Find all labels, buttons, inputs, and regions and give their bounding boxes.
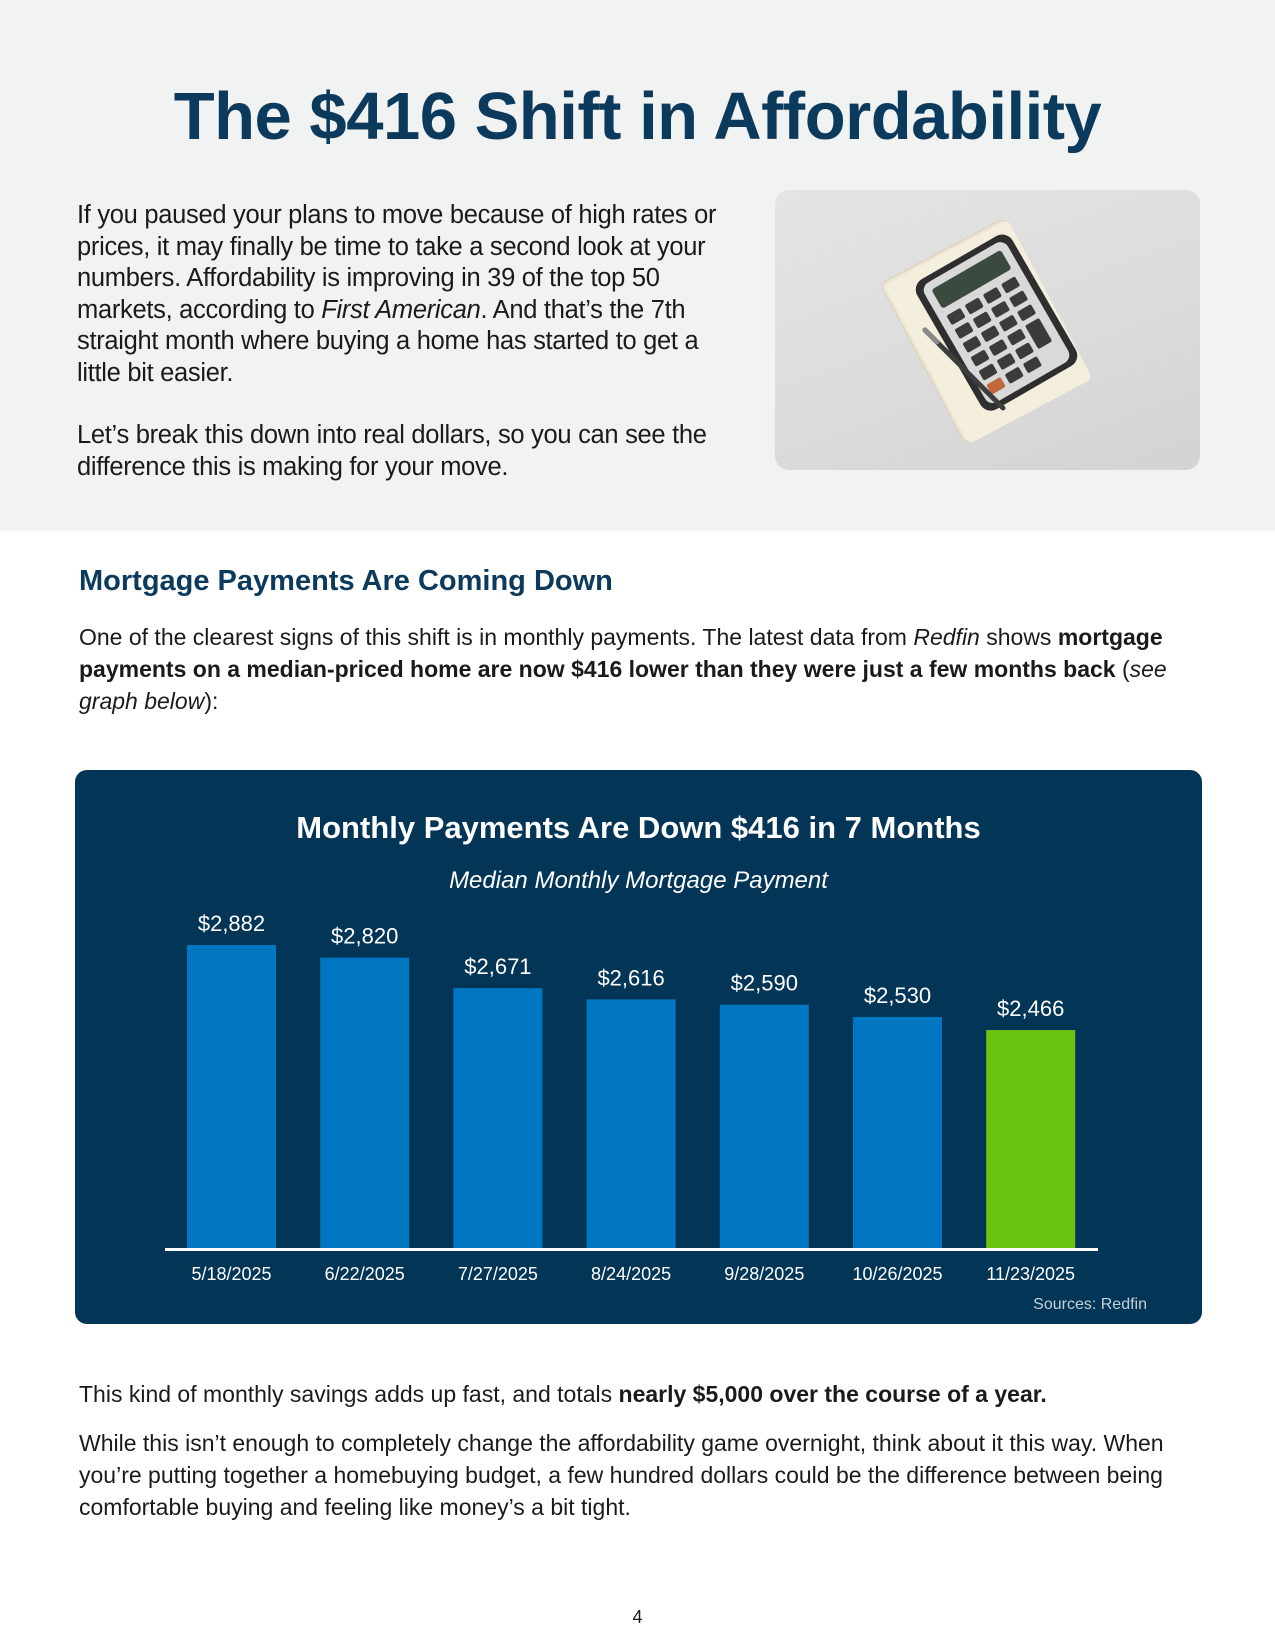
page-title: The $416 Shift in Affordability (173, 79, 1102, 154)
bar-value-label: $2,671 (464, 954, 532, 980)
bar-value-label: $2,590 (730, 970, 798, 996)
text-run: shows (979, 624, 1058, 650)
bar-value-label: $2,616 (597, 965, 665, 991)
text-run: mortgage payments on a median-priced home are now $416 lower than they were just a few months back (79, 624, 1163, 682)
text-run: First American (321, 295, 481, 324)
chart-bar (320, 958, 409, 1248)
body-paragraph-1 (79, 621, 1204, 717)
chart-bar (853, 1017, 942, 1248)
x-tick-label: 7/27/2025 (457, 1264, 538, 1284)
text-run: If you paused your plans to move because of high rates or prices, it may finally be time to take a second look at your numbers. Affordability is improving in 39 of the top 50 markets, according to (77, 201, 717, 324)
text-run: One of the clearest signs of this shift is in monthly payments. The latest data from (79, 624, 914, 650)
text-run: see graph below (79, 656, 1167, 714)
intro-paragraph-2: Let’s break this down into real dollars, so you can see the difference this is making for your move. (77, 421, 707, 481)
x-tick-label: 9/28/2025 (724, 1264, 805, 1284)
bar-value-label: $2,820 (331, 923, 399, 949)
x-tick-label: 8/24/2025 (591, 1264, 672, 1284)
chart-bar (587, 999, 676, 1248)
chart-bar (986, 1030, 1075, 1248)
body-paragraph-3 (79, 1427, 1204, 1523)
bar-chart (75, 770, 1202, 1324)
chart-subtitle: Median Monthly Mortgage Payment (449, 867, 828, 894)
body-paragraph-3-text: While this isn’t enough to completely change the affordability game overnight, think about it this way. When you’re putting together a homebuying budget, a few hundred dollars could be the difference between being comfortable buying and feeling like money’s a bit tight. (79, 1430, 1164, 1520)
text-run: This kind of monthly savings adds up fast, and totals (79, 1381, 619, 1407)
chart-bar (453, 988, 542, 1248)
bar-value-label: $2,882 (197, 911, 266, 936)
calculator-icon (775, 190, 1200, 470)
body-paragraph-2 (79, 1378, 1204, 1410)
page-number: 4 (632, 1607, 643, 1627)
chart-source: Sources: Redfin (1033, 1296, 1147, 1313)
section-heading: Mortgage Payments Are Coming Down (79, 565, 613, 597)
bar-value-label: $2,530 (863, 982, 932, 1008)
chart-panel (75, 770, 1202, 1324)
text-run: ): (204, 688, 219, 714)
x-tick-label: 10/26/2025 (852, 1264, 943, 1284)
text-run: . And that’s the 7th straight month where buying a home has started to get a little bit easier. (77, 295, 699, 387)
bar-value-label: $2,466 (997, 996, 1065, 1022)
text-run: nearly $5,000 over the course of a year. (618, 1381, 1047, 1407)
x-tick-label: 5/18/2025 (191, 1264, 272, 1284)
intro-text (77, 200, 717, 514)
chart-bar (720, 1005, 809, 1248)
text-run: ( (1115, 656, 1130, 682)
chart-bar (187, 945, 276, 1248)
text-run: Redfin (913, 624, 980, 650)
x-tick-label: 6/22/2025 (324, 1264, 405, 1284)
intro-paragraph-1 (77, 200, 717, 389)
calculator-photo (775, 190, 1200, 470)
chart-title: Monthly Payments Are Down $416 in 7 Months (296, 810, 981, 845)
x-tick-label: 11/23/2025 (986, 1264, 1076, 1284)
